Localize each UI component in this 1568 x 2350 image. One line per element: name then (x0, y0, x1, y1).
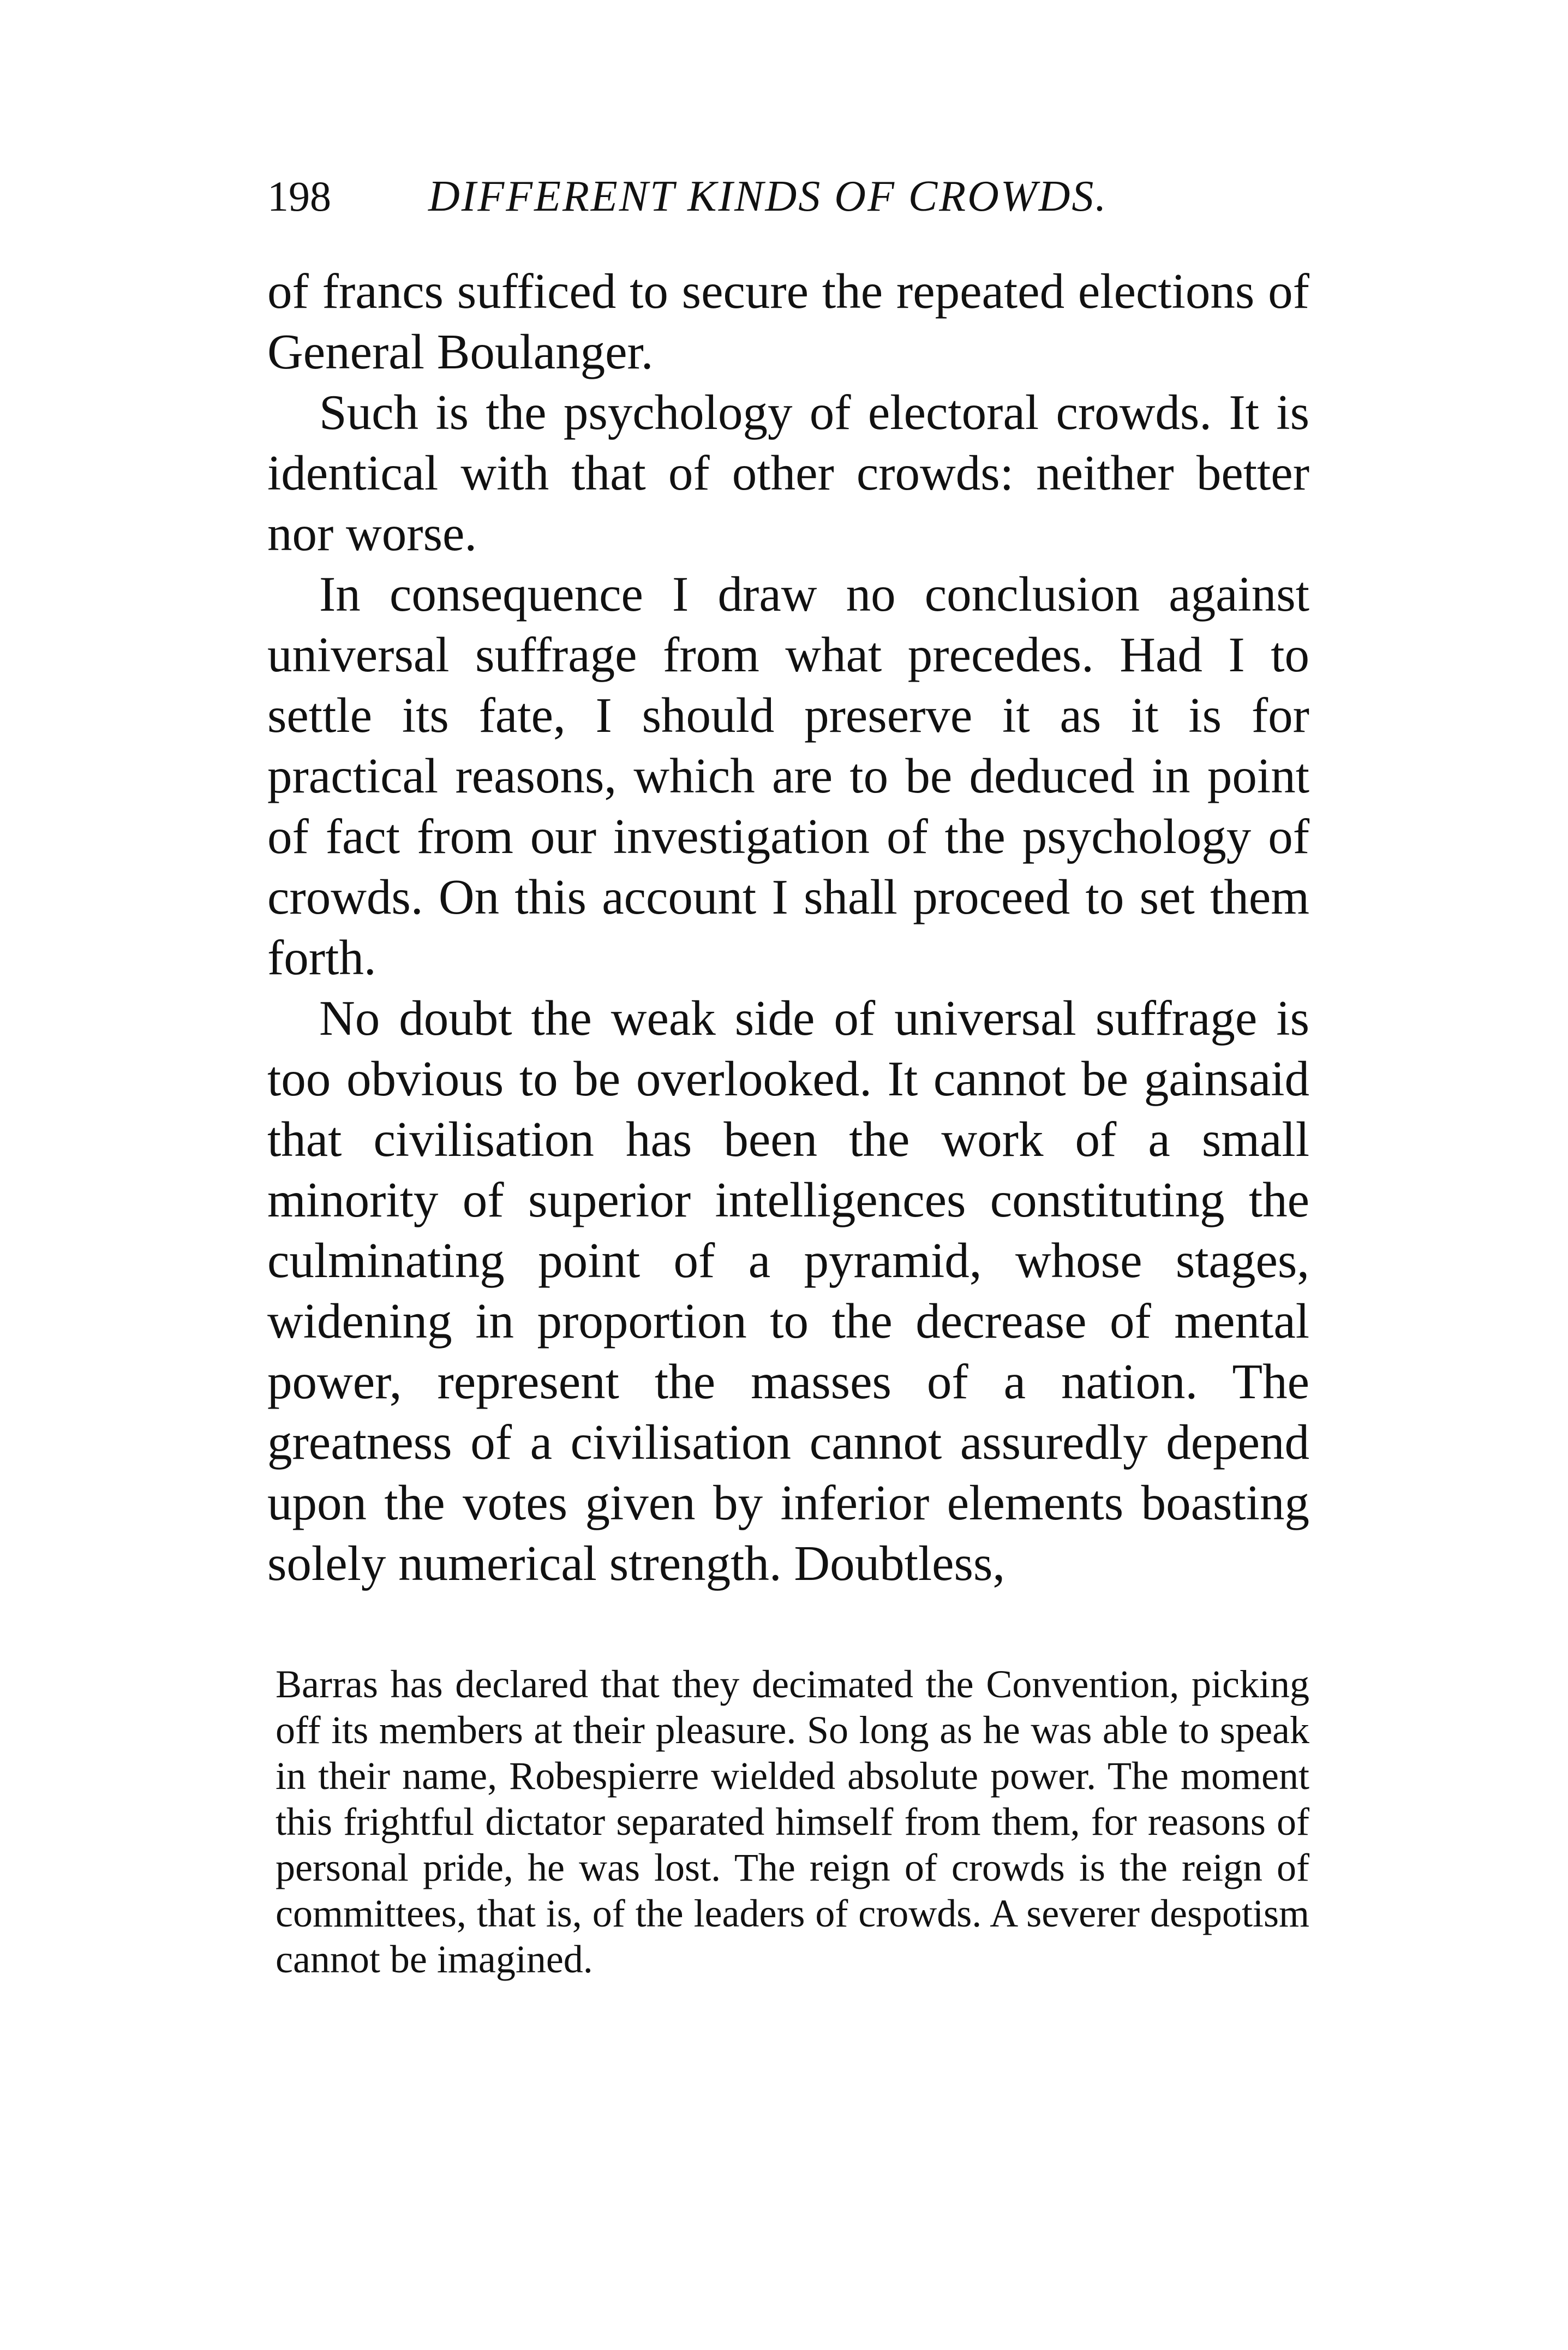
paragraph: Such is the psychology of electoral crowds. It is identical with that of other crowds: neither better nor worse. (267, 385, 1309, 561)
body-text (267, 261, 1309, 1594)
footnote-text: Barras has declared that they decimated the Convention, picking off its members at their pleasure. So long as he was able to speak in their name, Robespierre wielded absolute power. The moment this frightful dictator separated himself from them, for reasons of personal pride, he was lost. The reign of crowds is the reign of committees, that is, of the leaders of crowds. A severer despotism cannot be imagined. (276, 1662, 1309, 1981)
running-title: DIFFERENT KINDS OF CROWDS. (428, 172, 1108, 220)
footnote (276, 1661, 1309, 1982)
paragraph-continued: of francs sufficed to secure the repeated elections of General Boulanger. (267, 264, 1309, 379)
page-number: 198 (267, 172, 331, 220)
paragraph: In consequence I draw no conclusion against universal suffrage from what precedes. Had I to settle its fate, I should preserve it as it is for practical reasons, which are to be deduced in point of fact from our investigation of the psychology of crowds. On this account I shall proceed to set them forth. (267, 566, 1309, 985)
running-header (267, 169, 1304, 224)
paragraph: No doubt the weak side of universal suffrage is too obvious to be overlooked. It cannot be gainsaid that civilisation has been the work of a small minority of superior intelligences constituting the culminating point of a pyramid, whose stages, widening in proportion to the decrease of mental power, represent the masses of a nation. The greatness of a civilisation cannot assuredly depend upon the votes given by inferior elements boasting solely numerical strength. Doubtless, (267, 991, 1309, 1591)
